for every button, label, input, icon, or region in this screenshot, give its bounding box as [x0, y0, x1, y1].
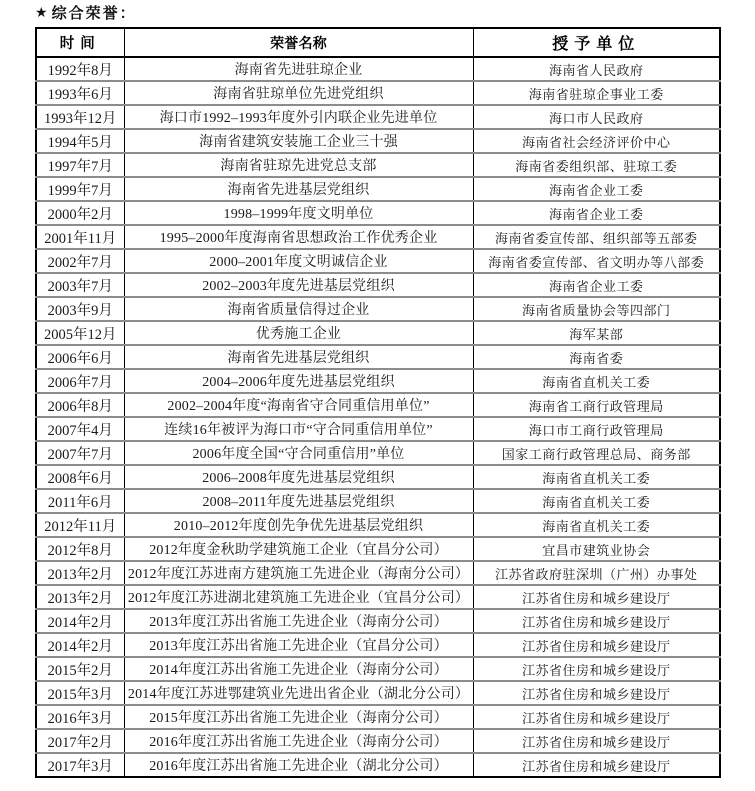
unit-cell: 海南省委宣传部、组织部等五部委 [473, 225, 720, 249]
time-cell: 1997年7月 [36, 153, 124, 177]
unit-cell: 江苏省住房和城乡建设厅 [473, 705, 720, 729]
honor-cell: 海南省建筑安装施工企业三十强 [124, 129, 473, 153]
table-row [36, 393, 720, 417]
table-row [36, 321, 720, 345]
column-header-unit: 授予单位 [473, 28, 720, 57]
table-row [36, 417, 720, 441]
time-cell: 2003年7月 [36, 273, 124, 297]
time-cell: 1993年12月 [36, 105, 124, 129]
time-cell: 2012年11月 [36, 513, 124, 537]
time-cell: 1999年7月 [36, 177, 124, 201]
table-row [36, 609, 720, 633]
honor-cell: 优秀施工企业 [124, 321, 473, 345]
honor-cell: 2013年度江苏出省施工先进企业（海南分公司） [124, 609, 473, 633]
honor-cell: 2004–2006年度先进基层党组织 [124, 369, 473, 393]
table-row [36, 513, 720, 537]
honor-cell: 连续16年被评为海口市“守合同重信用单位” [124, 417, 473, 441]
honor-cell: 2008–2011年度先进基层党组织 [124, 489, 473, 513]
table-row [36, 657, 720, 681]
honor-cell: 海口市1992–1993年度外引内联企业先进单位 [124, 105, 473, 129]
unit-cell: 海南省企业工委 [473, 273, 720, 297]
section-title-text: 综合荣誉： [51, 4, 137, 22]
unit-cell: 江苏省住房和城乡建设厅 [473, 609, 720, 633]
time-cell: 1992年8月 [36, 57, 124, 81]
time-cell: 2012年8月 [36, 537, 124, 561]
honor-cell: 2014年度江苏进鄂建筑业先进出省企业（湖北分公司） [124, 681, 473, 705]
table-row [36, 537, 720, 561]
unit-cell: 海南省企业工委 [473, 177, 720, 201]
unit-cell: 海南省直机关工委 [473, 465, 720, 489]
time-cell: 2017年2月 [36, 729, 124, 753]
honor-cell: 2016年度江苏出省施工先进企业（湖北分公司） [124, 753, 473, 777]
time-cell: 2007年4月 [36, 417, 124, 441]
honor-cell: 2015年度江苏出省施工先进企业（海南分公司） [124, 705, 473, 729]
table-row [36, 57, 720, 81]
unit-cell: 江苏省住房和城乡建设厅 [473, 729, 720, 753]
unit-cell: 江苏省政府驻深圳（广州）办事处 [473, 561, 720, 585]
time-cell: 2006年7月 [36, 369, 124, 393]
unit-cell: 海南省社会经济评价中心 [473, 129, 720, 153]
time-cell: 2002年7月 [36, 249, 124, 273]
table-row [36, 633, 720, 657]
table-row [36, 129, 720, 153]
table-row [36, 201, 720, 225]
time-cell: 2015年3月 [36, 681, 124, 705]
time-cell: 2000年2月 [36, 201, 124, 225]
honor-cell: 海南省驻琼单位先进党组织 [124, 81, 473, 105]
table-row [36, 585, 720, 609]
unit-cell: 宜昌市建筑业协会 [473, 537, 720, 561]
honor-cell: 1995–2000年度海南省思想政治工作优秀企业 [124, 225, 473, 249]
unit-cell: 江苏省住房和城乡建设厅 [473, 657, 720, 681]
honor-cell: 2010–2012年度创先争优先进基层党组织 [124, 513, 473, 537]
time-cell: 2013年2月 [36, 561, 124, 585]
honor-cell: 海南省质量信得过企业 [124, 297, 473, 321]
section-title [35, 2, 137, 23]
honors-table-header [36, 28, 720, 57]
time-cell: 2007年7月 [36, 441, 124, 465]
column-header-honor: 荣誉名称 [124, 28, 473, 57]
honor-cell: 海南省驻琼先进党总支部 [124, 153, 473, 177]
star-icon: ★ [35, 4, 50, 21]
honor-cell: 2012年度金秋助学建筑施工企业（宜昌分公司） [124, 537, 473, 561]
honor-cell: 2002–2003年度先进基层党组织 [124, 273, 473, 297]
unit-cell: 江苏省住房和城乡建设厅 [473, 585, 720, 609]
unit-cell: 海南省驻琼企事业工委 [473, 81, 720, 105]
honor-cell: 海南省先进驻琼企业 [124, 57, 473, 81]
table-row [36, 465, 720, 489]
unit-cell: 海南省委 [473, 345, 720, 369]
unit-cell: 海南省委宣传部、省文明办等八部委 [473, 249, 720, 273]
table-row [36, 705, 720, 729]
unit-cell: 海口市工商行政管理局 [473, 417, 720, 441]
table-row [36, 153, 720, 177]
header-row [36, 28, 720, 57]
table-row [36, 273, 720, 297]
time-cell: 2015年2月 [36, 657, 124, 681]
honor-cell: 2012年度江苏进湖北建筑施工先进企业（宜昌分公司） [124, 585, 473, 609]
table-row [36, 81, 720, 105]
table-row [36, 105, 720, 129]
table-row [36, 345, 720, 369]
unit-cell: 海南省直机关工委 [473, 489, 720, 513]
time-cell: 2011年6月 [36, 489, 124, 513]
column-header-time: 时间 [36, 28, 124, 57]
honor-cell: 2006年度全国“守合同重信用”单位 [124, 441, 473, 465]
time-cell: 2014年2月 [36, 609, 124, 633]
honor-cell: 2014年度江苏出省施工先进企业（海南分公司） [124, 657, 473, 681]
table-row [36, 753, 720, 777]
table-row [36, 561, 720, 585]
table-row [36, 249, 720, 273]
time-cell: 2013年2月 [36, 585, 124, 609]
honor-cell: 海南省先进基层党组织 [124, 345, 473, 369]
honor-cell: 2006–2008年度先进基层党组织 [124, 465, 473, 489]
time-cell: 2008年6月 [36, 465, 124, 489]
unit-cell: 海南省直机关工委 [473, 513, 720, 537]
table-row [36, 729, 720, 753]
table-row [36, 681, 720, 705]
time-cell: 2001年11月 [36, 225, 124, 249]
unit-cell: 海南省人民政府 [548, 62, 644, 78]
unit-cell: 江苏省住房和城乡建设厅 [473, 633, 720, 657]
table-row [36, 177, 720, 201]
table-row [36, 225, 720, 249]
unit-cell: 海南省直机关工委 [473, 369, 720, 393]
unit-cell: 海军某部 [473, 321, 720, 345]
table-row [36, 441, 720, 465]
unit-cell: 海南省委组织部、驻琼工委 [473, 153, 720, 177]
unit-cell: 海南省质量协会等四部门 [473, 297, 720, 321]
time-cell: 1994年5月 [36, 129, 124, 153]
unit-cell: 江苏省住房和城乡建设厅 [473, 681, 720, 705]
honor-cell: 2000–2001年度文明诚信企业 [124, 249, 473, 273]
honors-table [35, 27, 721, 778]
time-cell: 2016年3月 [36, 705, 124, 729]
time-cell: 2003年9月 [36, 297, 124, 321]
honor-cell: 海南省先进基层党组织 [124, 177, 473, 201]
time-cell: 2006年6月 [36, 345, 124, 369]
honor-cell: 2012年度江苏进南方建筑施工先进企业（海南分公司） [124, 561, 473, 585]
time-cell: 2005年12月 [36, 321, 124, 345]
honor-cell: 1998–1999年度文明单位 [124, 201, 473, 225]
time-cell: 2014年2月 [36, 633, 124, 657]
unit-cell: 海口市人民政府 [473, 105, 720, 129]
table-row [36, 297, 720, 321]
unit-cell: 海南省工商行政管理局 [473, 393, 720, 417]
honor-cell: 2002–2004年度“海南省守合同重信用单位” [124, 393, 473, 417]
time-cell: 2017年3月 [36, 753, 124, 777]
time-cell: 1993年6月 [36, 81, 124, 105]
unit-cell: 国家工商行政管理总局、商务部 [473, 441, 720, 465]
unit-cell: 江苏省住房和城乡建设厅 [473, 753, 720, 777]
unit-cell: 海南省企业工委 [473, 201, 720, 225]
time-cell: 2006年8月 [36, 393, 124, 417]
table-row [36, 489, 720, 513]
table-row [36, 369, 720, 393]
honors-table-body [36, 57, 720, 777]
honor-cell: 2013年度江苏出省施工先进企业（宜昌分公司） [124, 633, 473, 657]
honor-cell: 2016年度江苏出省施工先进企业（海南分公司） [124, 729, 473, 753]
